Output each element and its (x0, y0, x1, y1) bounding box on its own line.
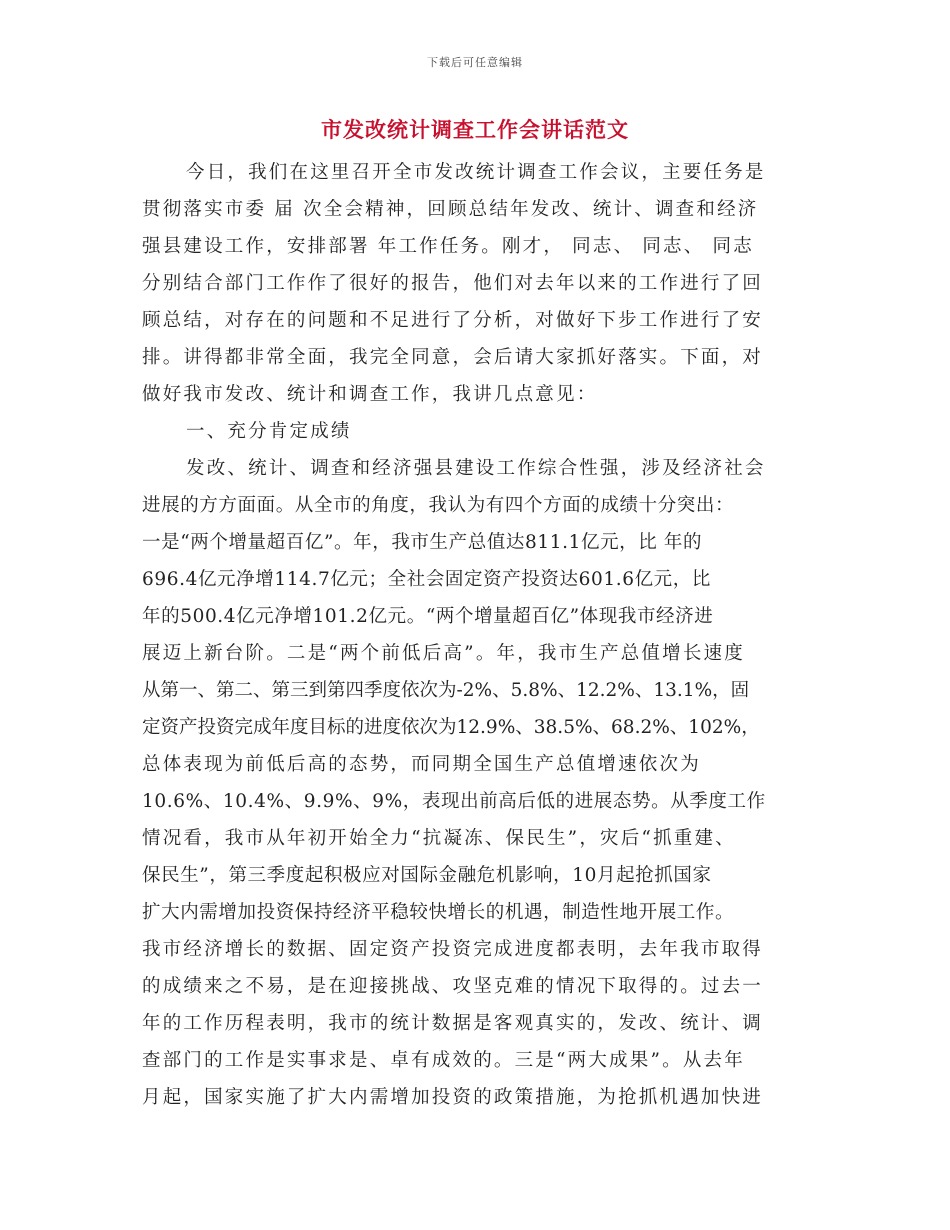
section-heading: 一、充分肯定成绩 (186, 421, 352, 442)
paragraph-line: 展迈上新台阶。二是“两个前低后高”。年，我市生产总值增长速度 (142, 643, 745, 664)
paragraph-line: 保民生”，第三季度起积极应对国际金融危机影响，10月起抢抓国家 (142, 865, 712, 886)
paragraph-line: 强县建设工作，安排部署 年工作任务。刚才， 同志、 同志、 同志 (142, 236, 754, 257)
paragraph-line: 今日，我们在这里召开全市发改统计调查工作会议，主要任务是 (186, 162, 766, 183)
paragraph-line: 的成绩来之不易，是在迎接挑战、攻坚克难的情况下取得的。过去一 (142, 976, 764, 997)
paragraph-line: 查部门的工作是实事求是、卓有成效的。三是“两大成果”。从去年 (142, 1050, 745, 1071)
paragraph-line: 年的工作历程表明，我市的统计数据是客观真实的，发改、统计、调 (142, 1013, 764, 1034)
paragraph-line: 情况看，我市从年初开始全力“抗凝冻、保民生”，灾后“抓重建、 (142, 828, 736, 849)
paragraph-line: 696.4亿元净增114.7亿元；全社会固定资产投资达601.6亿元，比 (142, 569, 711, 590)
paragraph-line: 从第一、第二、第三到第四季度依次为-2%、5.8%、12.2%、13.1%，固 (142, 680, 750, 701)
document-title: 市发改统计调查工作会讲话范文 (321, 117, 629, 142)
paragraph-line: 分别结合部门工作作了很好的报告，他们对去年以来的工作进行了回 (142, 273, 764, 294)
paragraph-line: 月起，国家实施了扩大内需增加投资的政策措施，为抢抓机遇加快进 (142, 1087, 764, 1108)
paragraph-line: 进展的方方面面。从全市的角度，我认为有四个方面的成绩十分突出： (142, 495, 735, 516)
paragraph-line: 扩大内需增加投资保持经济平稳较快增长的机遇，制造性地开展工作。 (142, 902, 735, 923)
paragraph-line: 做好我市发改、统计和调查工作，我讲几点意见： (142, 384, 598, 405)
paragraph-line: 年的500.4亿元净增101.2亿元。“两个增量超百亿”体现我市经济进 (142, 606, 714, 627)
paragraph-line: 我市经济增长的数据、固定资产投资完成进度都表明，去年我市取得 (142, 939, 764, 960)
paragraph-line: 排。讲得都非常全面，我完全同意，会后请大家抓好落实。下面，对 (142, 347, 764, 368)
paragraph-line: 一是“两个增量超百亿”。年，我市生产总值达811.1亿元，比 年的 (142, 532, 703, 553)
header-note: 下载后可任意编辑 (427, 56, 523, 69)
paragraph-line: 定资产投资完成年度目标的进度依次为12.9%、38.5%、68.2%、102%， (142, 717, 760, 738)
paragraph-line: 10.6%、10.4%、9.9%、9%，表现出前高后低的进展态势。从季度工作 (142, 791, 766, 812)
paragraph-line: 顾总结，对存在的问题和不足进行了分析，对做好下步工作进行了安 (142, 310, 764, 331)
paragraph-line: 总体表现为前低后高的态势，而同期全国生产总值增速依次为 (142, 754, 701, 775)
document-body (142, 154, 812, 1116)
paragraph-line: 贯彻落实市委 届 次全会精神，回顾总结年发改、统计、调查和经济 (142, 199, 759, 220)
paragraph-line: 发改、统计、调查和经济强县建设工作综合性强，涉及经济社会 (186, 458, 766, 479)
